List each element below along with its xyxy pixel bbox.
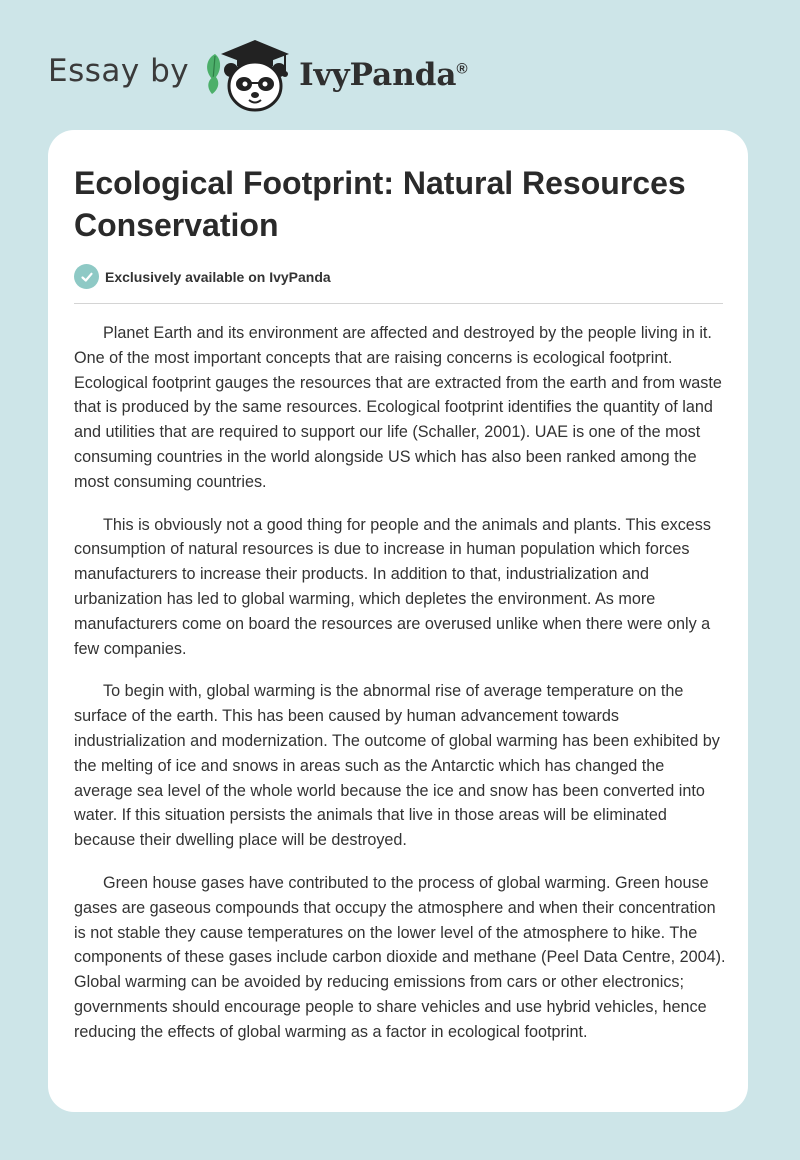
paragraph: Green house gases have contributed to the process of global warming. Green house gases are gaseous compounds that occupy the atmosphere and when their concentration is not stable they cause temperatures on the lower level of the atmosphere to hike. The components of these gases include carbon dioxide and methane (Peel Data Centre, 2004). Global warming can be avoided by reducing emissions from cars or other electronics; governments should encourage people to share vehicles and use hybrid vehicles, hence reducing the effects of global warming as a factor in ecological footprint.: [74, 873, 726, 1041]
essay-body: [74, 321, 726, 1063]
paragraph: To begin with, global warming is the abnormal rise of average temperature on the surface of the earth. This has been caused by human advancement towards industrialization and modernization. The outcome of global warming has been exhibited by the melting of ice and snows in areas such as the Antarctic which has changed the average sea level of the whole world because the ice and snow has been converted into water. If this situation persists the animals that live in those areas will be eliminated because their dwelling place will be destroyed.: [74, 682, 720, 850]
check-icon: [74, 264, 99, 289]
paragraph: Planet Earth and its environment are affected and destroyed by the people living in it. One of the most important concepts that are raising concerns is ecological footprint. Ecological footprint gauges the resources that are extracted from the earth and from waste that is produced by the same resources. Ecological footprint identifies the quantity of land and utilities that are required to support our life (Schaller, 2001). UAE is one of the most consuming countries in the world alongside US which has also been ranked among the most consuming countries.: [74, 324, 722, 491]
paragraph: This is obviously not a good thing for people and the animals and plants. This excess consumption of natural resources is due to increase in human population which forces manufacturers to increase their products. In addition to that, industrialization and urbanization has led to global warming, which depletes the environment. As more manufacturers come on board the resources are overused unlike when there were only a few companies.: [74, 515, 711, 658]
exclusive-label: Exclusively available on IvyPanda: [105, 268, 331, 285]
page-title: Ecological Footprint: Natural Resources Conservation: [74, 165, 686, 243]
exclusive-badge: [74, 264, 331, 289]
registered-mark: ®: [456, 60, 468, 78]
divider: [74, 303, 723, 304]
site-header: [48, 34, 468, 114]
brand-prefix: Essay by: [48, 53, 190, 89]
brand-name[interactable]: IvyPanda®: [299, 57, 468, 93]
essay-card: [48, 130, 748, 1112]
panda-graduate-icon[interactable]: [203, 34, 295, 114]
